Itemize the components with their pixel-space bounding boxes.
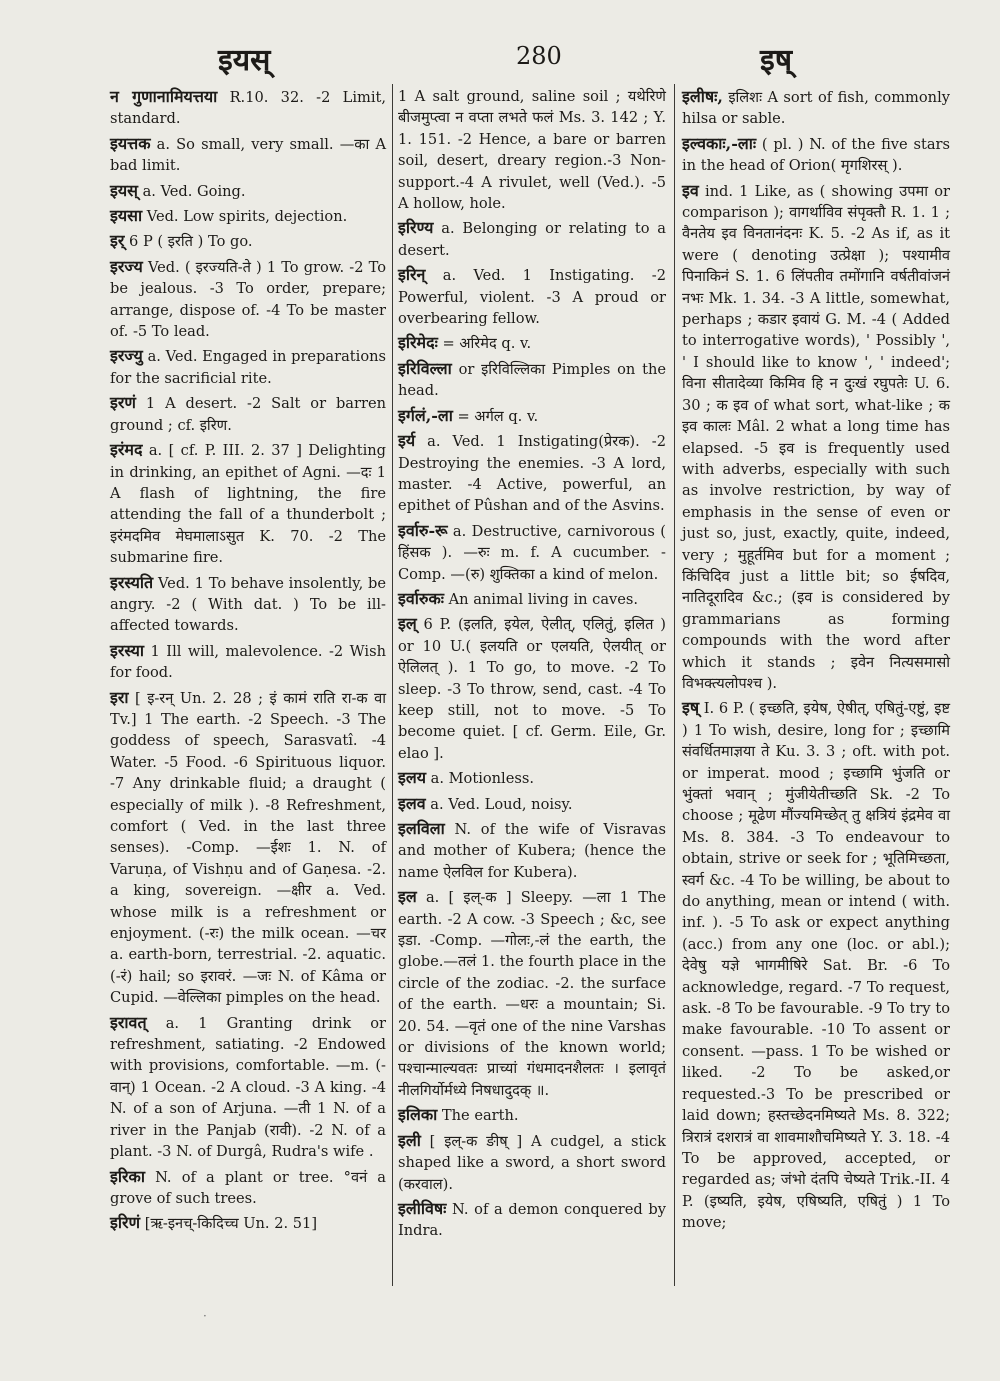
entry-definition: N. of a plant or tree. °वनं a grove of such trees.	[110, 1168, 386, 1207]
page-header	[0, 38, 1000, 82]
entry-definition: N. of the wife of Visravas and mother of Kubera; (hence the name ऐलविल for Kubera).	[398, 821, 666, 881]
entry-headword: इरणं	[110, 393, 136, 413]
entry-definition: = अरिमेद q. v.	[437, 335, 532, 353]
entry-headword: इली	[398, 1130, 421, 1150]
dictionary-entry	[110, 640, 386, 684]
entry-definition: [ इल्-क ङीष् ] A cudgel, a stick shaped like a sword, a short sword (करवाल).	[398, 1132, 666, 1193]
entry-headword: इरस्या	[110, 640, 145, 660]
dictionary-entry	[110, 439, 386, 568]
entry-headword: इरज्य	[110, 256, 143, 276]
entry-headword: इरंमद	[110, 440, 143, 460]
entry-headword: इर्वारुकः	[398, 588, 444, 608]
left-running-headword: इयस्	[218, 43, 271, 78]
entry-definition: a. Ved. Loud, noisy.	[425, 795, 573, 813]
dictionary-entry	[110, 86, 386, 130]
page-mark: ·	[203, 1309, 207, 1323]
entry-definition: a. Destructive, carnivorous ( हिंसक ). —रुः m. f. A cucumber. -Comp. —(रु) शुक्तिका a kind of melon.	[398, 522, 666, 583]
page-number: 280	[516, 42, 562, 70]
dictionary-entry	[110, 572, 386, 637]
entry-definition: a. Ved. Going.	[137, 182, 246, 200]
dictionary-entry	[398, 793, 666, 815]
dictionary-entry	[110, 392, 386, 436]
dictionary-entry	[398, 1130, 666, 1195]
entry-definition: a. [ इल्-क ] Sleepy. —ला 1 The earth. -2 A cow. -3 Speech ; &c, see इडा. -Comp. —गोलः,-लं the earth, the globe.—तलं 1. the fourth place in the circle of the zodiac. -2. the surface of the earth. —धरः a mountain; Si. 20. 54. —वृतं one of the nine Varshas or divisions of the known world; पश्चान्माल्यवतः प्राच्यां गंधमादनशैलतः । इलावृतं नीलगिर्योर्मध्ये निषधादुदक् ॥.	[398, 889, 666, 1099]
dictionary-entry	[110, 1012, 386, 1163]
column-2	[398, 86, 666, 1245]
entry-definition: N. of a demon conquered by Indra.	[398, 1200, 666, 1240]
column-divider-2	[674, 84, 675, 1286]
entry-definition: इलिशः A sort of fish, commonly hilsa or sable.	[682, 89, 950, 128]
entry-headword: इलव	[398, 793, 426, 813]
entry-definition: ind. 1 Like, as ( showing उपमा or comparison ); वागर्थाविव संपृक्तौ R. 1. 1 ; वैनतेय इव विनतानंदनः K. 5. -2 As if, as it were ( denoting उत्प्रेक्षा ); पश्यामीव पिनाकिनं S. 1. 6 लिंपतीव तमोंगानि वर्षतीवांजनं नभः Mk. 1. 34. -3 A little, somewhat, perhaps ; कडार इवायं G. M. -4 ( Added to interrogative words), ' Possibly ', ' I should like to know ', ' indeed'; विना सीतादेव्या किमिव हि न दुःखं रघुपतेः U. 6. 30 ; क इव of what sort, what-like ; क इव कालः Mâl. 2 what a long time has elapsed. -5 इव is frequently used with adverbs, especially with such as involve restriction, by way of emphasis in the sense of even or just so, just, exactly, quite, indeed, very ; मुहूर्तमिव but for a moment ; किंचिदिव just a little bit; so ईषदिव, नातिदूरादिव &c.; (इव is considered by grammarians as forming compounds with the word after which it stands ; इवेन नित्यसमासो विभक्त्यलोपश्च ).	[682, 182, 950, 692]
entry-headword: इलीविषः	[398, 1198, 447, 1218]
entry-definition: a. Belonging or relating to a desert.	[398, 220, 666, 259]
entry-definition: I. 6 P. ( इच्छति, इयेष, ऐषीत्, एषितुं-एष्टुं, इष्ट ) 1 To wish, desire, long for ; इच्छामि संवर्धितमाज्ञया ते Ku. 3. 3 ; oft. with pot. or imperat. mood ; इच्छामि भुंजति or भुंक्तां भवान् ; मुंजीयेतीच्छति Sk. -2 To choose ; मूढेण मौंज्यमिच्छेत् तु क्षत्रियं इंद्रमेव वा Ms. 8. 384. -3 To endeavour to obtain, strive or seek for ; भूतिमिच्छता, स्वर्ग &c. -4 To be willing, be about to do anything, mean or intend ( with. inf. ). -5 To ask or expect anything (acc.) from any one (loc. or abl.); देवेषु यज्ञे भागमीषिरे Sat. Br. -6 To acknowledge, regard. -7 To request, ask. -8 To be favourable. -9 To try to make favourable. -10 To assent or consent. —pass. 1 To be wished or liked. -2 To be asked,or requested.-3 To be prescribed or laid down; हस्तच्छेदनमिष्यते Ms. 8. 322; त्रिरात्रं दशरात्रं वा शावमाशौचमिष्यते Y. 3. 18. -4 To be approved, accepted, or regarded as; जंभो दंतपि चेष्यते Trik.-II. 4 P. (इष्यति, इयेष, एषिष्यति, एषितुं ) 1 To move;	[682, 700, 950, 1232]
dictionary-entry	[682, 697, 950, 1233]
dictionary-entry	[110, 205, 386, 227]
dictionary-entry	[398, 1104, 666, 1126]
dictionary-entry	[398, 264, 666, 329]
dictionary-entry	[110, 1212, 386, 1234]
entry-definition: a. Motionless.	[425, 770, 534, 788]
entry-headword: इलविला	[398, 819, 445, 838]
entry-definition: ( pl. ) N. of the five stars in the head of Orion( मृगशिरस् ).	[682, 135, 950, 175]
entry-headword: इरिमेदः	[398, 333, 438, 353]
dictionary-entry	[398, 818, 666, 883]
dictionary-entry	[110, 687, 386, 1009]
dictionary-entry	[398, 1198, 666, 1242]
entry-definition: 6 P ( इरति ) To go.	[124, 233, 253, 251]
entry-headword: इरज्यु	[110, 346, 143, 366]
dictionary-entry	[398, 217, 666, 261]
right-running-headword: इष्	[760, 43, 793, 78]
dictionary-entry	[682, 86, 950, 130]
entry-headword: इरिका	[110, 1166, 145, 1186]
entry-headword: इयसा	[110, 206, 143, 226]
dictionary-entry	[110, 256, 386, 343]
entry-definition: a. Ved. 1 Instigating(प्रेरक). -2 Destroying the enemies. -3 A lord, master. -4 Active, powerful, an epithet of Pûshan and of the Asvins.	[398, 433, 666, 515]
entry-headword: इल्वकाः,-लाः	[682, 133, 757, 153]
entry-definition: Ved. Low spirits, dejection.	[142, 208, 348, 226]
entry-headword: इलिका	[398, 1105, 438, 1125]
entry-definition: a. 1 Granting drink or refreshment, satiating. -2 Endowed with provisions, comfortable. —m. (-वान्) 1 Ocean. -2 A cloud. -3 A king. -4 N. of a son of Arjuna. —ती 1 N. of a river in the Panjab (रावी). -2 N. of a plant. -3 N. of Durgâ, Rudra's wife .	[110, 1014, 386, 1161]
entry-headword: इरिण्य	[398, 218, 434, 238]
dictionary-entry	[110, 180, 386, 202]
dictionary-entry	[110, 230, 386, 252]
entry-headword: इरिन्	[398, 265, 426, 285]
entry-definition: or इरिविल्लिका Pimples on the head.	[398, 360, 666, 400]
dictionary-entry	[398, 767, 666, 789]
entry-headword: इर्य	[398, 431, 416, 451]
column-3	[682, 86, 950, 1237]
entry-definition: a. So small, very small. —का A bad limit.	[110, 135, 386, 175]
entry-definition: Ved. ( इरज्यति-ते ) 1 To grow. -2 To be jealous. -3 To order, prepare; arrange, dispose of. -4 To be master of. -5 To lead.	[110, 258, 386, 341]
column-divider-1	[392, 84, 393, 1286]
entry-headword: इर्	[110, 231, 125, 251]
dictionary-entry	[398, 332, 666, 354]
entry-headword: न गुणानामियत्तया	[110, 87, 218, 106]
entry-headword: इर्गलं,-ला	[398, 405, 453, 425]
dictionary-entry	[398, 358, 666, 402]
entry-definition: a. Ved. Engaged in preparations for the sacrificial rite.	[110, 348, 386, 387]
entry-definition: [ इ-रन् Un. 2. 28 ; इं कामं राति रा-क वा Tv.] 1 The earth. -2 Speech. -3 The goddess of speech, Sarasvatî. -4 Water. -5 Food. -6 Spirituous liquor. -7 Any drinkable fluid; a draught ( especially of milk ). -8 Refreshment, comfort ( Ved. in the last three senses). -Comp. —ईशः 1. N. of Varuṇa, of Vishṇu and of Gaṇesa. -2. a king, sovereign. —क्षीर a. Ved. whose milk is a refreshment or enjoyment. (-रः) the milk ocean. —चर a. earth-born, terrestrial. -2. aquatic. (-रं) hail; so इरावरं. —जः N. of Kâma or Cupid. —वेल्लिका pimples on the head.	[110, 689, 386, 1007]
entry-definition: a. [ cf. P. III. 2. 37 ] Delighting in drinking, an epithet of Agni. —दः 1 A flash of lightning, the fire attending the fall of a thunderbolt ; इरंमदमिव मेघमालाऽसुत K. 70. -2 The submarine fire.	[110, 442, 386, 567]
column-1	[110, 86, 386, 1238]
entry-definition: 1 Ill will, malevolence. -2 Wish for food.	[110, 642, 386, 682]
entry-definition: The earth.	[437, 1107, 519, 1125]
dictionary-entry	[682, 133, 950, 177]
dictionary-entry	[398, 886, 666, 1101]
entry-headword: इलय	[398, 768, 426, 788]
entry-headword: इल्	[398, 614, 417, 634]
entry-definition: [ऋ-इनच्-किदिच्च Un. 2. 51]	[140, 1215, 318, 1233]
entry-headword: इरस्यति	[110, 572, 154, 592]
entry-definition: 1 A desert. -2 Salt or barren ground ; cf. इरिण.	[110, 395, 386, 434]
dictionary-entry	[110, 133, 386, 177]
entry-headword: इल	[398, 887, 417, 907]
entry-definition: = अर्गल q. v.	[452, 407, 539, 425]
entry-headword: इष्	[682, 698, 700, 718]
dictionary-entry	[398, 405, 666, 427]
entry-headword: इयस्	[110, 180, 138, 200]
entry-headword: इरा	[110, 687, 129, 707]
entry-headword: इव	[682, 180, 699, 200]
entry-headword: इरिणं	[110, 1213, 141, 1233]
entry-definition: An animal living in caves.	[443, 590, 639, 608]
entry-headword: इरावत्	[110, 1012, 147, 1032]
dictionary-entry	[398, 588, 666, 610]
entry-definition: 1 A salt ground, saline soil ; यथेरिणे बीजमुप्त्वा न वप्ता लभते फलं Ms. 3. 142 ; Y. 1. 151. -2 Hence, a bare or barren soil, desert, dreary region.-3 Non-support.-4 A rivulet, well (Ved.). -5 A hollow, hole.	[398, 88, 666, 213]
dictionary-entry	[398, 613, 666, 764]
dictionary-entry	[682, 180, 950, 695]
entry-definition: a. Ved. 1 Instigating. -2 Powerful, violent. -3 A proud or overbearing fellow.	[398, 267, 666, 328]
entry-definition: R.10. 32. -2 Limit, standard.	[110, 89, 386, 128]
dictionary-entry	[110, 1166, 386, 1210]
entry-headword: इयत्तक	[110, 133, 151, 153]
entry-headword: इर्वारु-रू	[398, 520, 448, 540]
dictionary-entry	[110, 345, 386, 389]
entry-headword: इरिविल्ला	[398, 358, 452, 378]
dictionary-entry	[398, 520, 666, 585]
dictionary-entry	[398, 86, 666, 214]
dictionary-entry	[398, 430, 666, 517]
entry-definition: 6 P. (इलति, इयेल, ऐलीत्, एलितुं, इलित ) or 10 U.( इलयति or एलयति, ऐलयीत् or ऐलिलत् ). 1 To go, to move. -2 To sleep. -3 To throw, send, cast. -4 To keep still, not to move. -5 To become quiet. [ cf. Germ. Eile, Gr. elao ].	[398, 616, 666, 762]
entry-definition: Ved. 1 To behave insolently, be angry. -2 ( With dat. ) To be ill-affected towards.	[110, 574, 386, 635]
entry-headword: इलीषः,	[682, 87, 723, 106]
